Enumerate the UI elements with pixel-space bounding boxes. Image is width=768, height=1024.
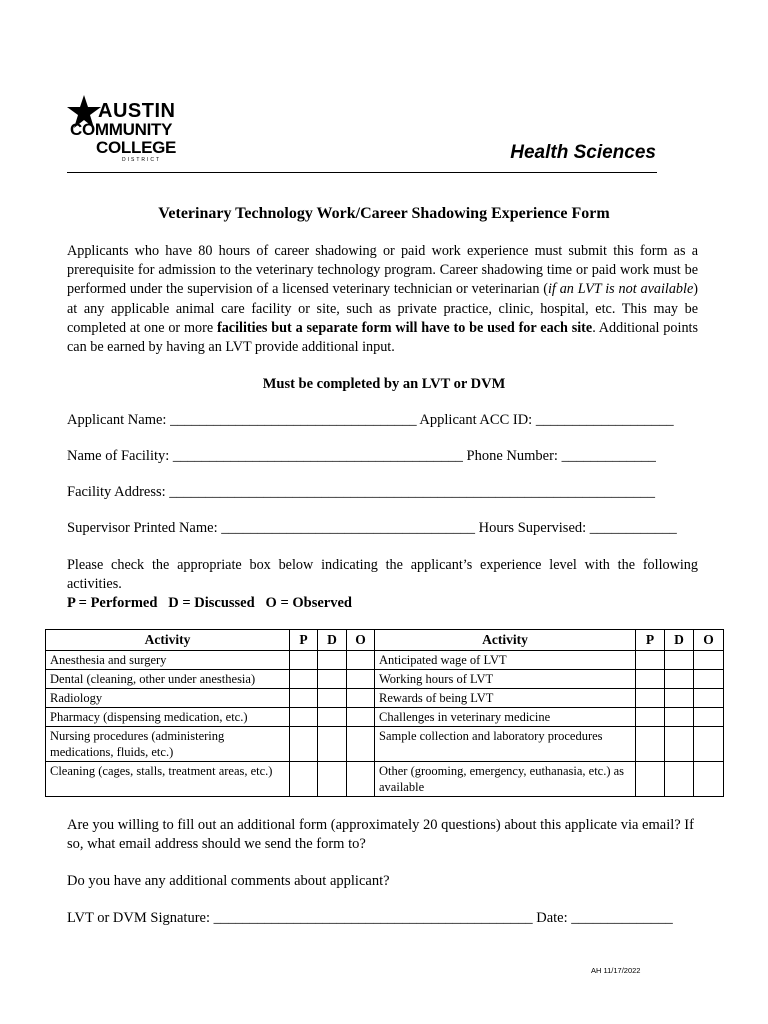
checkbox-o[interactable] bbox=[694, 689, 724, 708]
header-divider bbox=[67, 172, 657, 173]
activity-cell: Working hours of LVT bbox=[375, 670, 636, 689]
checkbox-d[interactable] bbox=[318, 762, 347, 797]
checkbox-o[interactable] bbox=[347, 727, 375, 762]
activity-cell: Other (grooming, emergency, euthanasia, etc.) as available bbox=[375, 762, 636, 797]
checkbox-p[interactable] bbox=[290, 670, 318, 689]
o-header: O bbox=[347, 630, 375, 651]
p-header: P bbox=[290, 630, 318, 651]
checkbox-d[interactable] bbox=[665, 762, 694, 797]
intro-text-3: . Additional points can be earned by having an LVT provide additional input. bbox=[67, 319, 698, 356]
email-question: Are you willing to fill out an additional form (approximately 20 questions) about this applicate via email? If so, what email address should we send the form to? bbox=[67, 817, 694, 852]
logo-line-community: COMMUNITY bbox=[70, 120, 173, 139]
form-title: Veterinary Technology Work/Career Shadowing Experience Form bbox=[158, 205, 610, 222]
checkbox-o[interactable] bbox=[694, 651, 724, 670]
facility-address-field[interactable]: Facility Address: ___________________________________________________________________ bbox=[67, 484, 656, 500]
checkbox-d[interactable] bbox=[318, 727, 347, 762]
table-row bbox=[46, 689, 724, 708]
activity-cell: Dental (cleaning, other under anesthesia) bbox=[46, 670, 290, 689]
checkbox-o[interactable] bbox=[694, 670, 724, 689]
activity-header: Activity bbox=[375, 630, 636, 651]
form-revision-code: AH 11/17/2022 bbox=[591, 966, 641, 975]
checkbox-d[interactable] bbox=[318, 689, 347, 708]
checkbox-o[interactable] bbox=[694, 727, 724, 762]
applicant-name-field[interactable]: Applicant Name: __________________________________ bbox=[67, 412, 417, 428]
table-header-row bbox=[46, 630, 724, 651]
checkbox-o[interactable] bbox=[694, 708, 724, 727]
checkbox-p[interactable] bbox=[636, 689, 665, 708]
checkbox-p[interactable] bbox=[290, 708, 318, 727]
hours-supervised-field[interactable]: Hours Supervised: ____________ bbox=[475, 520, 677, 536]
checkbox-o[interactable] bbox=[347, 689, 375, 708]
activity-cell: Sample collection and laboratory procedures bbox=[375, 727, 636, 762]
department-heading: Health Sciences bbox=[510, 142, 656, 163]
facility-name-field[interactable]: Name of Facility: ________________________________________ bbox=[67, 448, 463, 464]
activity-cell: Radiology bbox=[46, 689, 290, 708]
checkbox-d[interactable] bbox=[318, 708, 347, 727]
logo-line-austin: AUSTIN bbox=[98, 100, 176, 122]
logo-line-college: COLLEGE bbox=[96, 138, 177, 157]
checkbox-d[interactable] bbox=[665, 708, 694, 727]
checkbox-o[interactable] bbox=[347, 651, 375, 670]
checkbox-o[interactable] bbox=[694, 762, 724, 797]
applicant-row bbox=[67, 412, 699, 429]
checkbox-d[interactable] bbox=[665, 670, 694, 689]
checkbox-p[interactable] bbox=[636, 727, 665, 762]
date-field[interactable]: Date: ______________ bbox=[532, 910, 673, 926]
must-complete-note: Must be completed by an LVT or DVM bbox=[262, 376, 506, 392]
address-row bbox=[67, 484, 699, 501]
activity-cell: Cleaning (cages, stalls, treatment areas, etc.) bbox=[46, 762, 290, 797]
checkbox-d[interactable] bbox=[318, 651, 347, 670]
checkbox-d[interactable] bbox=[318, 670, 347, 689]
intro-italic: if an LVT is not available bbox=[547, 281, 694, 298]
intro-bold: facilities but a separate form will have to be used for each site bbox=[216, 319, 593, 336]
supervisor-name-field[interactable]: Supervisor Printed Name: ___________________________________ bbox=[67, 520, 475, 536]
checkbox-d[interactable] bbox=[665, 689, 694, 708]
legend-text: P = Performed D = Discussed O = Observed bbox=[67, 595, 352, 611]
table-row bbox=[46, 651, 724, 670]
checkbox-o[interactable] bbox=[347, 708, 375, 727]
checkbox-o[interactable] bbox=[347, 762, 375, 797]
activity-table bbox=[45, 629, 724, 797]
facility-row bbox=[67, 448, 699, 465]
activity-cell: Pharmacy (dispensing medication, etc.) bbox=[46, 708, 290, 727]
checkbox-p[interactable] bbox=[290, 762, 318, 797]
checkbox-p[interactable] bbox=[636, 651, 665, 670]
activity-cell: Challenges in veterinary medicine bbox=[375, 708, 636, 727]
checkbox-p[interactable] bbox=[636, 762, 665, 797]
instructions-text: Please check the appropriate box below indicating the applicant’s experience level with the following activities. bbox=[67, 557, 698, 592]
comments-question: Do you have any additional comments about applicant? bbox=[67, 873, 390, 889]
applicant-id-field[interactable]: Applicant ACC ID: ___________________ bbox=[416, 412, 674, 428]
activity-cell: Anesthesia and surgery bbox=[46, 651, 290, 670]
activity-cell: Rewards of being LVT bbox=[375, 689, 636, 708]
p-header: P bbox=[636, 630, 665, 651]
o-header: O bbox=[694, 630, 724, 651]
college-logo bbox=[66, 94, 186, 166]
logo-line-district: DISTRICT bbox=[122, 157, 162, 163]
table-row bbox=[46, 727, 724, 762]
table-row bbox=[46, 670, 724, 689]
checkbox-p[interactable] bbox=[290, 727, 318, 762]
d-header: D bbox=[318, 630, 347, 651]
signature-field[interactable]: LVT or DVM Signature: ____________________________________________ bbox=[67, 910, 533, 926]
table-row bbox=[46, 762, 724, 797]
intro-text-1: Applicants who have 80 hours of career shadowing or paid work experience must submit this form as a prerequisite for admission to the veterinary technology program. Career shadowing time or paid work must be performed under the supervision of a licensed veterinary technician or veterinarian ( bbox=[67, 243, 698, 298]
activity-header: Activity bbox=[46, 630, 290, 651]
d-header: D bbox=[665, 630, 694, 651]
checkbox-o[interactable] bbox=[347, 670, 375, 689]
checkbox-d[interactable] bbox=[665, 727, 694, 762]
table-row bbox=[46, 708, 724, 727]
signature-row bbox=[67, 910, 673, 927]
checkbox-p[interactable] bbox=[636, 670, 665, 689]
checkbox-p[interactable] bbox=[290, 689, 318, 708]
checkbox-p[interactable] bbox=[290, 651, 318, 670]
intro-text-2: ) at any applicable animal care facility or site, such as private practice, clinic, hospital, etc. This may be completed at one or more bbox=[67, 281, 699, 336]
supervisor-row bbox=[67, 520, 699, 537]
phone-number-field[interactable]: Phone Number: _____________ bbox=[462, 448, 656, 464]
activity-cell: Anticipated wage of LVT bbox=[375, 651, 636, 670]
checkbox-d[interactable] bbox=[665, 651, 694, 670]
checkbox-p[interactable] bbox=[636, 708, 665, 727]
intro-paragraph bbox=[67, 242, 698, 357]
activity-cell: Nursing procedures (administering medications, fluids, etc.) bbox=[46, 727, 290, 762]
